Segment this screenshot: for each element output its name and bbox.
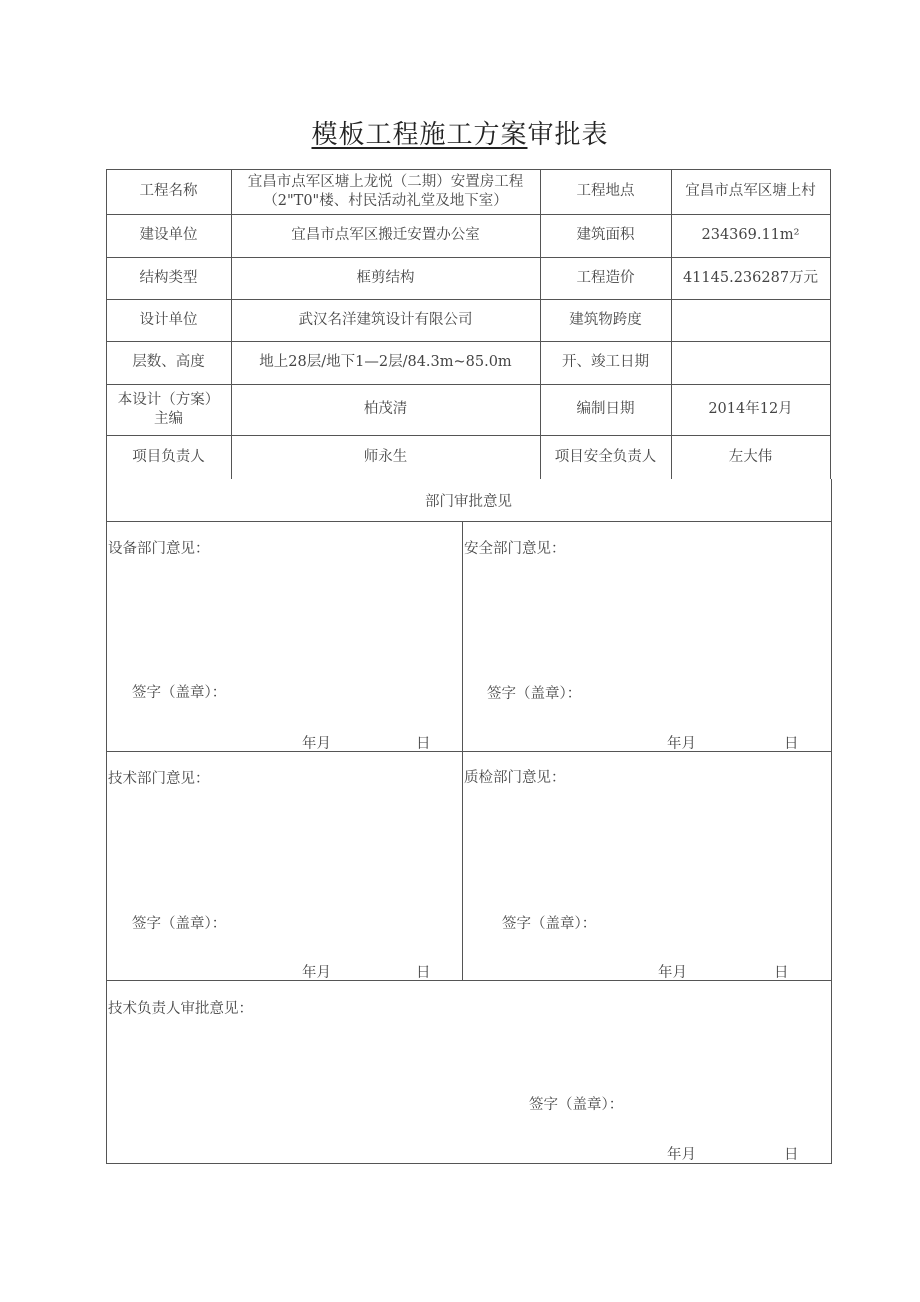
technical-day: 日 [416,965,431,981]
label-design-unit: 设计单位 [139,311,198,328]
value-design-unit: 武汉名洋建筑设计有限公司 [298,311,473,328]
safety-year-month: 年月 [667,736,696,752]
label-building-area: 建筑面积 [576,227,635,243]
label-compile-date: 编制日期 [576,401,635,417]
label-chief-editor-line1: 本设计（方案） [117,391,220,408]
quality-year-month: 年月 [658,965,687,981]
value-project-cost: 41145.236287万元 [682,269,819,286]
section-title: 部门审批意见 [425,493,512,510]
value-building-span [671,299,830,341]
tech-lead-year-month: 年月 [667,1147,696,1163]
equipment-year-month: 年月 [302,736,331,752]
label-safety-manager: 项目安全负责人 [554,448,657,465]
quality-sign-label: 签字（盖章）： [502,916,597,932]
technical-year-month: 年月 [302,965,331,981]
label-chief-editor-line2: 主编 [154,410,183,427]
label-floors-height: 层数、高度 [132,354,205,370]
info-table [106,169,831,479]
tech-lead-day: 日 [784,1147,799,1163]
value-project-name-line2: （2"T0"楼、村民活动礼堂及地下室） [263,192,508,209]
technical-sign-label: 签字（盖章）： [132,916,227,932]
label-project-cost: 工程造价 [576,269,635,286]
safety-opinion-label: 安全部门意见： [464,541,566,557]
label-project-manager: 项目负责人 [132,448,205,465]
technical-opinion-label: 技术部门意见： [108,771,210,787]
value-compile-date: 2014年12月 [708,401,793,417]
tech-lead-opinion-label: 技术负责人审批意见： [108,1001,253,1017]
safety-sign-label: 签字（盖章）： [487,686,582,702]
value-construction-unit: 宜昌市点军区搬迁安置办公室 [291,227,480,243]
label-project-name: 工程名称 [139,183,198,199]
value-chief-editor: 柏茂清 [363,401,408,417]
value-project-location: 宜昌市点军区塘上村 [685,183,816,199]
value-project-manager: 师永生 [363,448,408,465]
safety-day: 日 [784,736,799,752]
quality-opinion-label: 质检部门意见： [464,770,566,786]
value-project-name [231,169,540,214]
label-chief-editor [106,384,231,435]
value-floors-height: 地上28层/地下1—2层/84.3m~85.0m [259,354,512,370]
label-project-location: 工程地点 [576,183,635,199]
equipment-sign-label: 签字（盖章）： [132,685,227,701]
label-construction-unit: 建设单位 [139,227,198,243]
title-rest: 审批表 [527,120,609,150]
page-title [0,114,920,151]
value-start-end-date [671,341,830,384]
label-structure-type: 结构类型 [139,269,198,286]
quality-day: 日 [774,965,789,981]
label-building-span: 建筑物跨度 [569,311,642,328]
value-safety-manager: 左大伟 [728,448,773,465]
equipment-day: 日 [416,736,431,752]
value-project-name-line1: 宜昌市点军区塘上龙悦（二期）安置房工程 [247,173,524,190]
title-underlined: 模板工程施工方案 [311,120,528,150]
value-structure-type: 框剪结构 [356,269,415,286]
label-start-end-date: 开、竣工日期 [562,354,649,370]
value-building-area: 234369.11m² [701,227,800,243]
tech-lead-sign-label: 签字（盖章）： [529,1097,624,1113]
equipment-opinion-label: 设备部门意见： [108,541,210,557]
